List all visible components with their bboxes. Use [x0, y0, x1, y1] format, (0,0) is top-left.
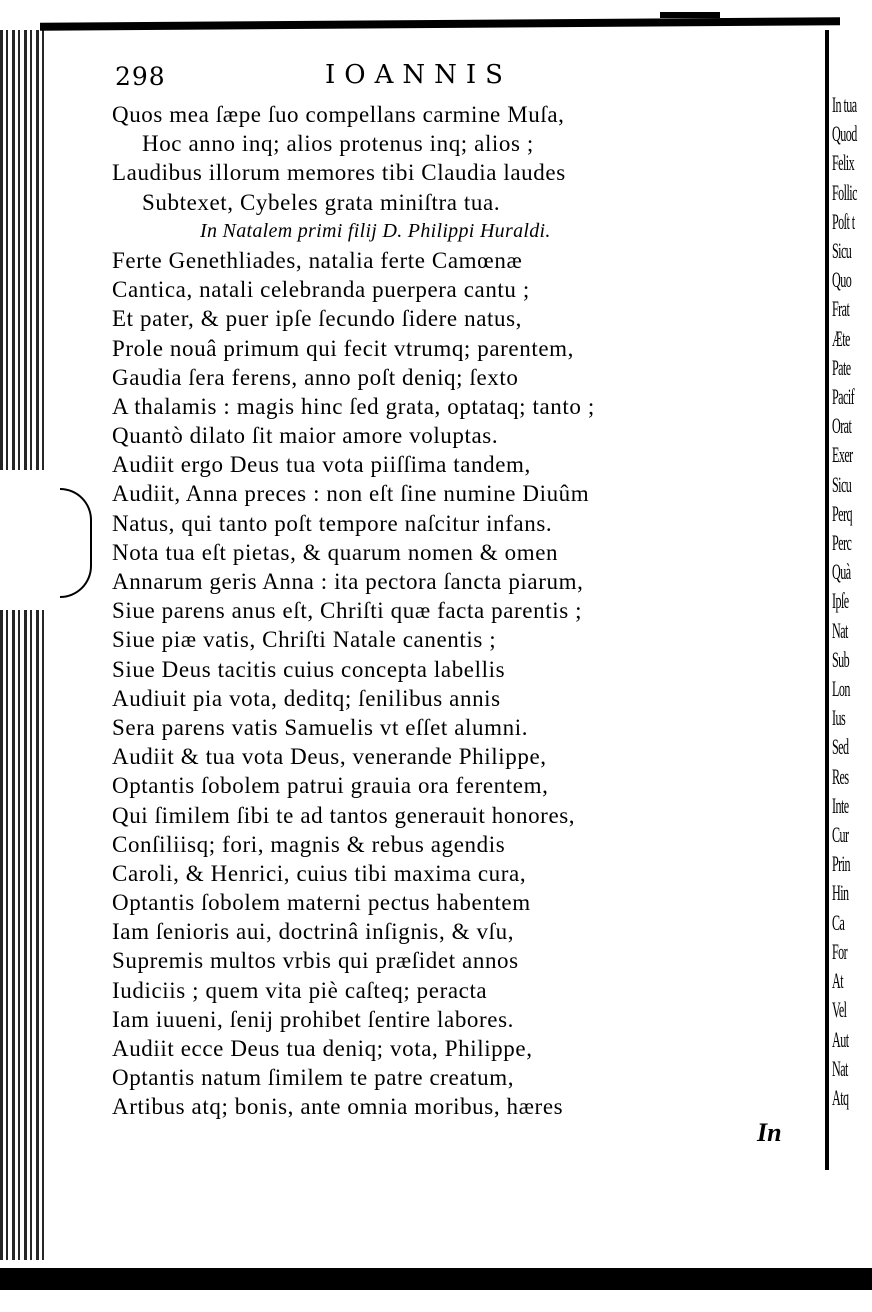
verse-line: Quantò dilato ſit maior amore voluptas.: [112, 423, 499, 449]
verse-line: Prole nouâ primum qui fecit vtrumq; parentem,: [112, 335, 574, 361]
verse-line: Audiit & tua vota Deus, venerande Philippe,: [112, 744, 547, 770]
verse-line: Nota tua eſt pietas, & quarum nomen & omen: [112, 539, 559, 565]
verse-line: Artibus atq; bonis, ante omnia moribus, hæres: [112, 1094, 564, 1120]
facing-page-line-fragment: Perc: [832, 530, 852, 556]
verse-line: Audiit ergo Deus tua vota piiſſima tandem,: [112, 452, 531, 478]
verse-line: Et pater, & puer ipſe ſecundo ſidere natus,: [112, 306, 522, 332]
facing-page-line-fragment: Poſt t: [832, 208, 855, 234]
facing-page-line-fragment: Atq: [832, 1084, 849, 1110]
running-head: [115, 62, 675, 92]
verse-line: Gaudia ſera ferens, anno poſt deniq; ſexto: [112, 364, 519, 390]
facing-page-line-fragment: Ca: [832, 909, 845, 935]
poem-heading: In Natalem primi filij D. Philippi Huraldi.: [200, 219, 551, 242]
facing-page-line-fragment: For: [832, 938, 848, 964]
verse-line: Caroli, & Henrici, cuius tibi maxima cura,: [112, 860, 527, 886]
facing-page-line-fragment: Lon: [832, 676, 850, 702]
facing-page-line-fragment: Quà: [832, 559, 851, 585]
facing-page-line-fragment: In tua: [832, 92, 857, 117]
facing-page-line-fragment: Felix: [832, 150, 855, 176]
facing-page-line-fragment: Sub: [832, 646, 850, 672]
verse-line: Supremis multos vrbis qui præſidet annos: [112, 948, 519, 974]
facing-page-line-fragment: Perq: [832, 500, 852, 526]
book-edge-shadow: [0, 30, 48, 1260]
verse-line: Siue parens anus eſt, Chriſti quæ facta parentis ;: [112, 598, 583, 624]
facing-page-fragment: [832, 90, 872, 1170]
verse-line: Iudiciis ; quem vita piè caſteq; peracta: [112, 977, 488, 1003]
verse-line: Annarum geris Anna : ita pectora ſancta piarum,: [112, 569, 584, 594]
verse-line: Siue Deus tacitis cuius concepta labellis: [112, 656, 506, 682]
verse-line: Iam iuueni, ſenij prohibet ſentire labores.: [112, 1006, 514, 1032]
verse-line: Hoc anno inq; alios protenus inq; alios ;: [142, 131, 534, 157]
poem-text-block: [112, 100, 712, 1122]
verse-line: Optantis ſobolem patrui grauia ora ferentem,: [112, 773, 549, 799]
facing-page-line-fragment: Aut: [832, 1026, 849, 1052]
verse-line: Natus, qui tanto poſt tempore naſcitur infans.: [112, 510, 553, 536]
verse-line: Optantis ſobolem materni pectus habentem: [112, 890, 531, 916]
verse-line: Cantica, natali celebranda puerpera cantu ;: [112, 277, 530, 303]
verse-line: Audiit, Anna preces : non eſt ſine numine Diuûm: [112, 481, 590, 507]
facing-page-line-fragment: Ipſe: [832, 588, 849, 614]
facing-page-line-fragment: Hin: [832, 880, 849, 906]
facing-page-line-fragment: Pate: [832, 354, 851, 380]
margin-bracket-mark: [60, 488, 92, 598]
verse-line: Subtexet, Cybeles grata miniſtra tua.: [142, 189, 501, 215]
top-edge-shadow: [40, 17, 840, 31]
running-title: IOANNIS: [325, 60, 512, 90]
facing-page-line-fragment: Æte: [832, 325, 850, 351]
facing-page-line-fragment: Sed: [832, 734, 849, 760]
facing-page-line-fragment: Ius: [832, 705, 846, 731]
bottom-edge-shadow: [0, 1268, 872, 1290]
page-number: 298: [115, 62, 166, 91]
facing-page-line-fragment: Cur: [832, 822, 849, 848]
book-edge-gap: [0, 470, 48, 610]
facing-page-line-fragment: Vel: [832, 997, 847, 1023]
gutter-line: [825, 30, 829, 1170]
facing-page-line-fragment: Follic: [832, 179, 857, 205]
verse-line: Iam ſenioris aui, doctrinâ inſignis, & vſu,: [112, 919, 515, 945]
facing-page-line-fragment: Quod: [832, 121, 857, 147]
verse-line: Quos mea ſæpe ſuo compellans carmine Muſa,: [112, 102, 565, 127]
verse-line: Optantis natum ſimilem te patre creatum,: [112, 1065, 515, 1091]
verse-line: Qui ſimilem ſibi te ad tantos generauit honores,: [112, 802, 576, 828]
facing-page-line-fragment: Quo: [832, 267, 852, 293]
facing-page-line-fragment: Prin: [832, 851, 850, 877]
facing-page-line-fragment: Nat: [832, 1055, 848, 1081]
facing-page-line-fragment: Sicu: [832, 471, 852, 497]
verse-line: Sera parens vatis Samuelis vt eſſet alumni.: [112, 714, 529, 740]
facing-page-line-fragment: Sicu: [832, 238, 852, 264]
facing-page-line-fragment: At: [832, 968, 843, 994]
verse-line: Conſiliisq; fori, magnis & rebus agendis: [112, 831, 506, 857]
verse-line: Ferte Genethliades, natalia ferte Camœnæ: [112, 247, 523, 273]
facing-page-line-fragment: Orat: [832, 413, 852, 439]
top-edge-fragment: [660, 12, 720, 18]
facing-page-line-fragment: Frat: [832, 296, 850, 322]
facing-page-line-fragment: Exer: [832, 442, 853, 468]
verse-line: Audiuit pia vota, deditq; ſenilibus annis: [112, 685, 501, 711]
catchword: In: [757, 1118, 782, 1147]
facing-page-line-fragment: Inte: [832, 792, 849, 818]
facing-page-line-fragment: Nat: [832, 617, 848, 643]
facing-page-line-fragment: Pacif: [832, 384, 855, 410]
verse-line: Siue piæ vatis, Chriſti Natale canentis ;: [112, 627, 497, 653]
verse-line: A thalamis : magis hinc ſed grata, optataq; tanto ;: [112, 393, 595, 419]
verse-line: Audiit ecce Deus tua deniq; vota, Philippe,: [112, 1036, 533, 1061]
verse-line: Laudibus illorum memores tibi Claudia laudes: [112, 160, 566, 186]
facing-page-line-fragment: Res: [832, 763, 849, 789]
